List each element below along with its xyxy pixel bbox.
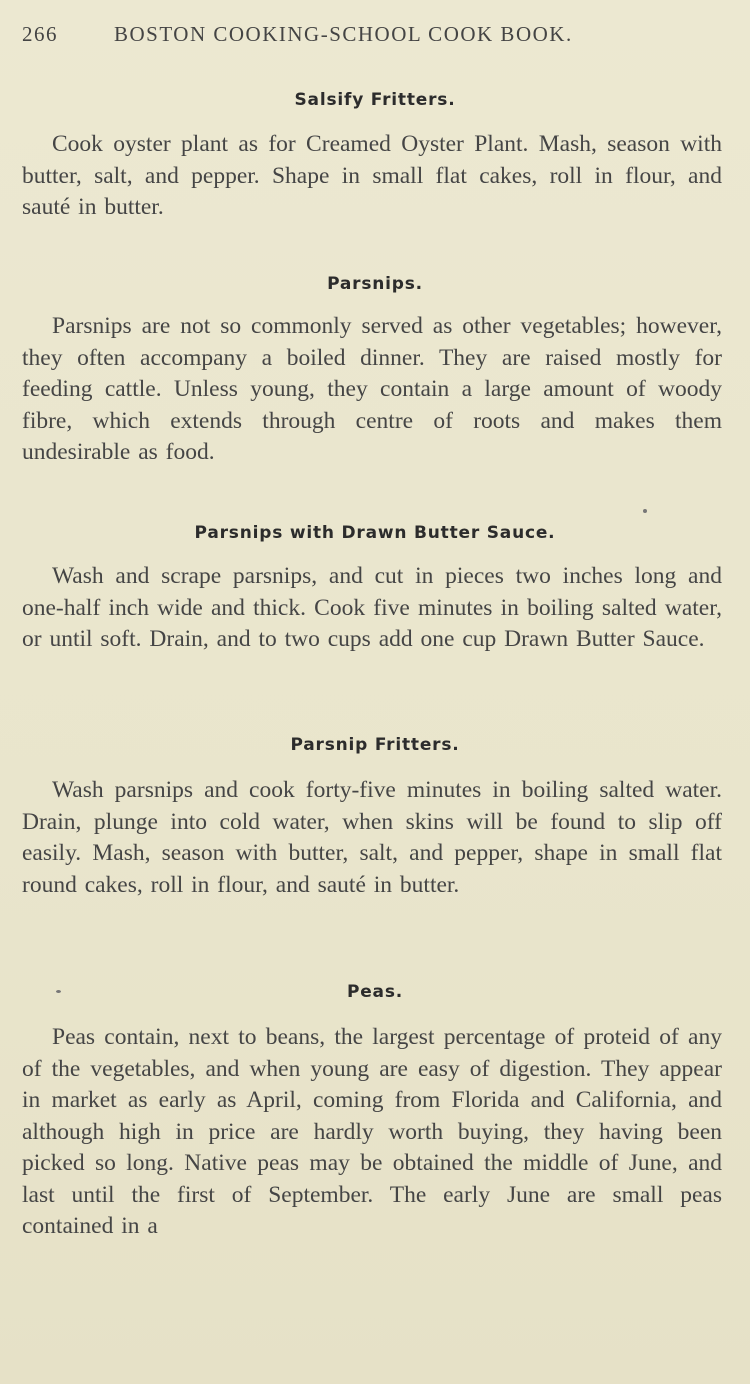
section-body-peas: Peas contain, next to beans, the largest percentage of proteid of any of the vegetables, and when young are easy of digestion. They appear in market as early as April, coming from Florida and California, and although high in price are hardly worth buying, they having been picked so long. Native peas may be obtained the middle of June, and last until the first of September. The early June are small peas contained in a <box>22 1024 722 1239</box>
page-number: 266 <box>22 22 58 46</box>
section-body-parsnip-fritters: Wash parsnips and cook forty-five minutes in boiling salted water. Drain, plunge into cold water, when skins will be found to slip off easily. Mash, season with butter, salt, and pepper, shape in small flat round cakes, roll in flour, and sauté in butter. <box>22 777 722 898</box>
running-header <box>22 22 722 47</box>
section-body-parsnips-drawn-butter: Wash and scrape parsnips, and cut in pieces two inches long and one-half inch wide and thick. Cook five minutes in boiling salted water, or until soft. Drain, and to two cups add one cup Drawn Butter Sauce. <box>22 563 722 652</box>
print-speck <box>643 509 647 513</box>
section-title-parsnip-fritters: Parsnip Fritters. <box>290 735 460 755</box>
section-body-parsnips: Parsnips are not so commonly served as other vegetables; however, they often accompany a boiled dinner. They are raised mostly for feeding cattle. Unless young, they contain a large amount of woody fibre, which extends through centre of roots and makes them undesirable as food. <box>22 313 722 465</box>
running-title: BOSTON COOKING-SCHOOL COOK BOOK. <box>114 22 573 46</box>
print-speck <box>56 990 61 993</box>
section-body-salsify-fritters: Cook oyster plant as for Creamed Oyster Plant. Mash, season with butter, salt, and pepper. Shape in small flat cakes, roll in flour, and sauté in butter. <box>22 131 722 220</box>
section-title-parsnips: Parsnips. <box>327 274 423 294</box>
section-title-peas: Peas. <box>346 982 404 1002</box>
section-title-parsnips-drawn-butter: Parsnips with Drawn Butter Sauce. <box>194 523 556 543</box>
section-title-salsify-fritters: Salsify Fritters. <box>294 90 456 110</box>
